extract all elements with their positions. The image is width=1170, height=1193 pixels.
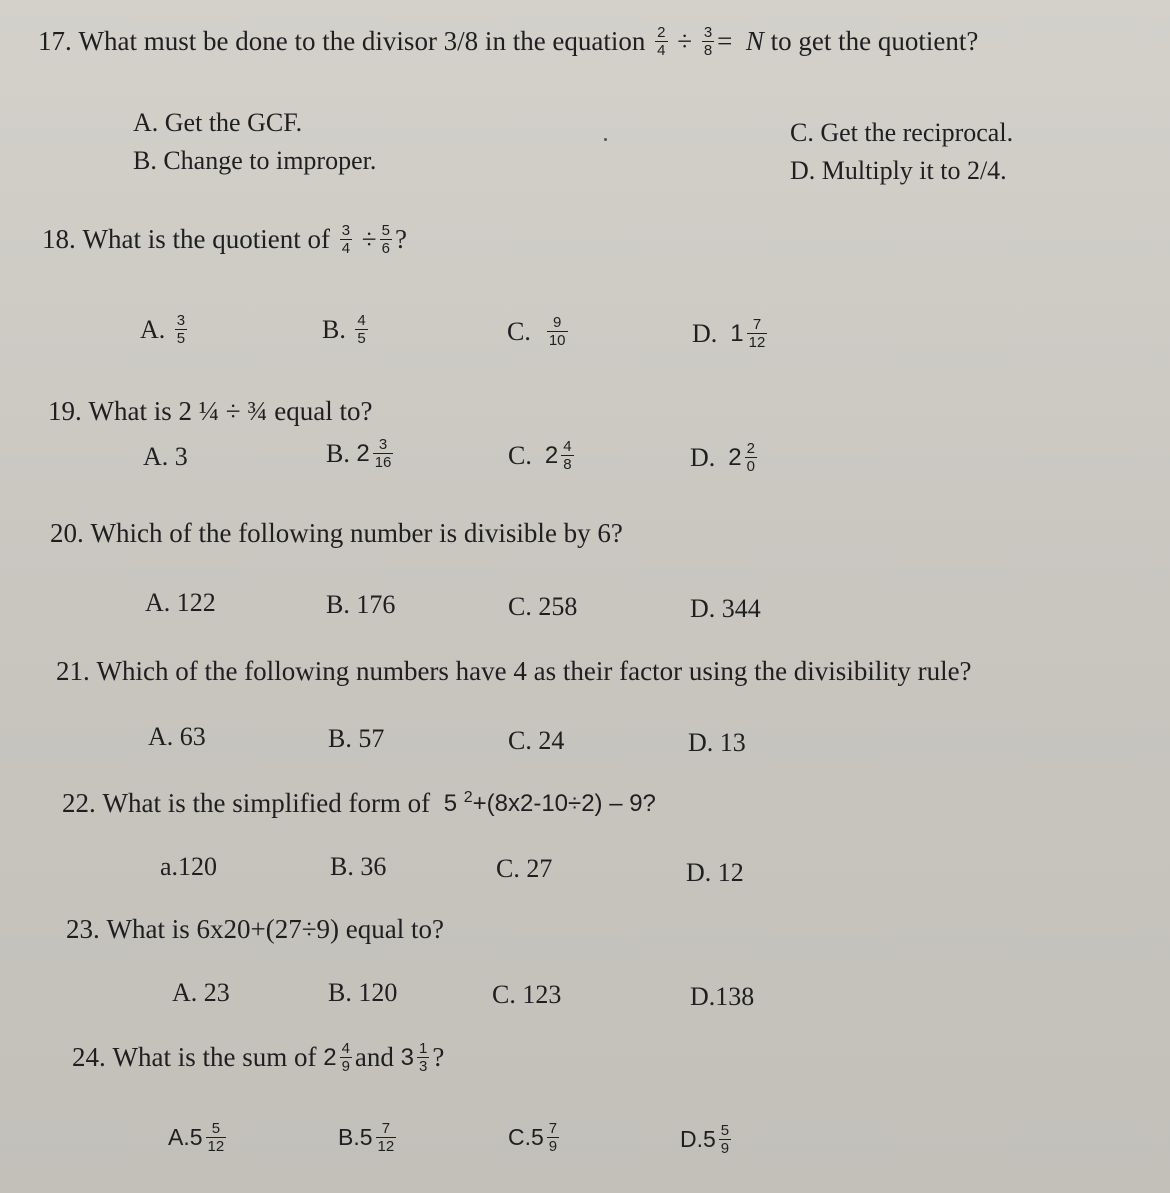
question-text: What is 6x20+(27÷9) equal to?: [106, 914, 444, 944]
option-20d[interactable]: D. 344: [690, 594, 761, 623]
question-number: 23.: [66, 914, 100, 944]
fraction: $\frac{3}{4}$: [341, 222, 351, 258]
option-19d[interactable]: [690, 440, 760, 476]
question-text: Which of the following numbers have 4 as their factor using the divisibility rule?: [96, 656, 972, 686]
question-24: [72, 1040, 444, 1076]
option-label: B.: [322, 314, 346, 344]
option-label: C.: [508, 440, 532, 470]
option-18a[interactable]: [140, 312, 190, 348]
whole-number: 2: [728, 443, 742, 471]
fraction: $\frac{4}{5}$: [357, 312, 366, 348]
option-label: D.5: [680, 1126, 716, 1153]
whole-number: 2: [356, 439, 370, 467]
option-24d[interactable]: [680, 1122, 734, 1158]
fraction: $\frac{3}{16}$: [374, 436, 392, 472]
option-23d[interactable]: D.138: [690, 982, 755, 1011]
option-21c[interactable]: C. 24: [508, 726, 565, 755]
option-22d[interactable]: D. 12: [686, 858, 744, 887]
equals-sign: =: [717, 26, 733, 57]
option-23a[interactable]: A. 23: [172, 978, 230, 1007]
option-20b[interactable]: B. 176: [326, 590, 396, 619]
question-number: 24.: [72, 1042, 106, 1073]
question-20: [50, 518, 623, 549]
question-22: [62, 788, 656, 819]
fraction: $\frac{1}{3}$: [419, 1040, 428, 1076]
fraction: $\frac{2}{0}$: [746, 440, 755, 476]
question-number: 19.: [48, 396, 82, 426]
whole-number: 1: [730, 319, 744, 347]
option-19a[interactable]: [143, 442, 188, 472]
option-label: C.: [507, 316, 531, 346]
exponent-base: 5: [443, 790, 458, 817]
variable-n: N: [745, 26, 764, 57]
question-19: [48, 396, 373, 427]
option-label: C.5: [508, 1124, 544, 1151]
question-21: [56, 656, 972, 687]
expression: [444, 789, 656, 818]
speck: [604, 138, 607, 141]
and-word: and: [354, 1042, 394, 1073]
option-label: A.5: [168, 1124, 203, 1151]
option-label: B.5: [338, 1124, 373, 1151]
question-number: 17.: [38, 26, 72, 57]
fraction: $\frac{2}{4}$: [657, 24, 666, 60]
question-text: What must be done to the divisor 3/8 in the equation: [78, 26, 646, 57]
question-number: 20.: [50, 518, 84, 548]
whole-number: 2: [544, 441, 559, 469]
whole-number: 3: [400, 1043, 415, 1071]
question-23: [66, 914, 444, 945]
option-20a[interactable]: A. 122: [145, 588, 216, 617]
fraction: $\frac{5}{12}$: [207, 1120, 225, 1156]
question-text: What is the sum of: [112, 1042, 317, 1073]
fraction: $\frac{5}{6}$: [381, 222, 390, 258]
option-22b[interactable]: B. 36: [330, 852, 387, 881]
question-18: [42, 222, 407, 258]
option-19b[interactable]: [326, 436, 396, 472]
option-21b[interactable]: B. 57: [328, 724, 385, 753]
exponent: 2: [463, 789, 473, 806]
question-text: What is the quotient of: [82, 224, 330, 255]
option-23b[interactable]: B. 120: [328, 978, 398, 1007]
question-mark: ?: [394, 224, 407, 255]
option-17b[interactable]: B. Change to improper.: [133, 146, 377, 175]
option-17d[interactable]: D. Multiply it to 2/4.: [790, 156, 1007, 185]
question-text: What is 2 ¼ ÷ ¾ equal to?: [88, 396, 373, 426]
expression-rest: +(8x2-10÷2) – 9?: [472, 790, 656, 817]
question-text-tail: to get the quotient?: [770, 26, 979, 57]
fraction: $\frac{3}{5}$: [176, 312, 186, 348]
option-21d[interactable]: D. 13: [688, 728, 746, 757]
question-number: 18.: [42, 224, 76, 255]
question-text: Which of the following number is divisible by 6?: [90, 518, 623, 548]
fraction: $\frac{4}{8}$: [563, 438, 572, 474]
question-text: What is the simplified form of: [102, 788, 431, 818]
option-24a[interactable]: [168, 1120, 229, 1156]
option-label: D.: [692, 318, 718, 348]
option-label: A.: [140, 314, 166, 344]
divide-sign: ÷: [677, 26, 693, 57]
divide-sign: ÷: [361, 224, 377, 255]
whole-number: 2: [323, 1043, 337, 1071]
option-20c[interactable]: C. 258: [508, 592, 578, 621]
question-mark: ?: [432, 1042, 445, 1073]
option-18b[interactable]: [322, 312, 371, 348]
option-21a[interactable]: A. 63: [148, 722, 206, 751]
option-label: A. 3: [143, 442, 188, 471]
fraction: $\frac{7}{12}$: [377, 1120, 395, 1156]
option-label: D.: [690, 442, 716, 472]
option-22a[interactable]: a.120: [160, 852, 218, 881]
fraction: $\frac{9}{10}$: [548, 314, 566, 350]
option-23c[interactable]: C. 123: [492, 980, 562, 1009]
option-24b[interactable]: [338, 1120, 399, 1156]
fraction: $\frac{7}{12}$: [748, 316, 766, 352]
option-17c[interactable]: C. Get the reciprocal.: [790, 118, 1014, 147]
option-17a[interactable]: A. Get the GCF.: [133, 108, 303, 137]
fraction: $\frac{4}{9}$: [341, 1040, 350, 1076]
option-18c[interactable]: [507, 314, 571, 350]
option-24c[interactable]: [508, 1120, 562, 1156]
option-label: B.: [326, 438, 350, 468]
option-18d[interactable]: [692, 316, 770, 352]
option-22c[interactable]: C. 27: [496, 854, 553, 883]
fraction: $\frac{7}{9}$: [548, 1120, 558, 1156]
question-17: [38, 24, 978, 60]
fraction: $\frac{5}{9}$: [720, 1122, 730, 1158]
question-number: 22.: [62, 788, 96, 818]
option-19c[interactable]: [508, 438, 577, 474]
fraction: $\frac{3}{8}$: [703, 24, 713, 60]
question-number: 21.: [56, 656, 90, 686]
